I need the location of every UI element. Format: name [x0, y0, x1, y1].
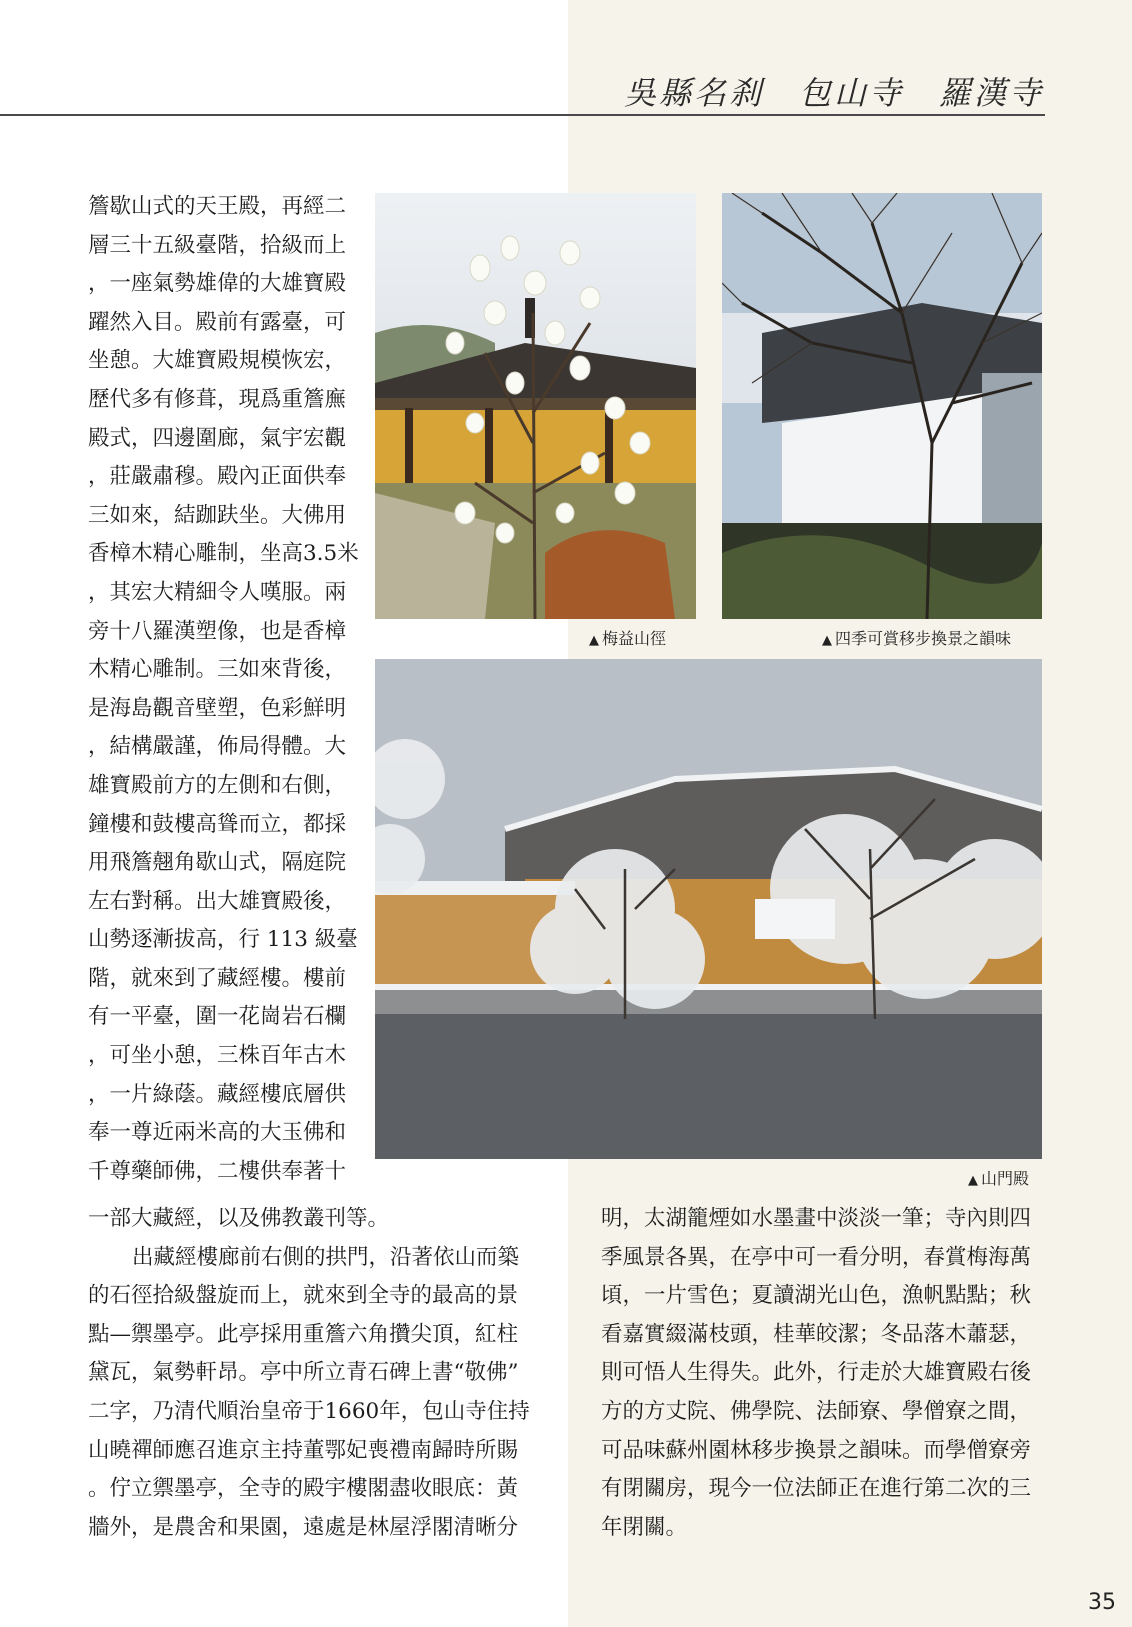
- text-line: 階，就來到了藏經樓。樓前: [88, 965, 347, 991]
- text-line: 二字，乃清代順治皇帝于1660年，包山寺住持: [88, 1398, 530, 1424]
- page-number: 35: [1088, 1590, 1116, 1615]
- text-line: 看嘉實綴滿枝頭，桂華皎潔；冬品落木蕭瑟，: [601, 1321, 1032, 1347]
- text-line: 木精心雕制。三如來背後，: [88, 657, 347, 683]
- photo-trees: [722, 193, 1042, 619]
- text-line: 用飛簷翹角歇山式，隔庭院: [88, 850, 347, 876]
- text-line: 千尊藥師佛，二樓供奉著十: [88, 1158, 347, 1184]
- text-line: 則可悟人生得失。此外，行走於大雄寶殿右後: [601, 1360, 1032, 1386]
- caption-magnolia: ▲ 梅益山徑: [589, 629, 667, 648]
- text-line: 山勢逐漸拔高，行 113 級臺: [88, 927, 358, 953]
- text-line: 出藏經樓廊前右側的拱門，沿著依山而築: [132, 1244, 520, 1270]
- wide-text-block: [88, 1200, 530, 1547]
- text-line: 旁十八羅漢塑像，也是香樟: [88, 618, 347, 644]
- text-line: 左右對稱。出大雄寶殿後，: [88, 888, 347, 914]
- photo-snow-hall: [375, 659, 1042, 1159]
- running-header: 吳縣名刹 包山寺 羅漢寺: [623, 74, 1044, 112]
- text-line: 一部大藏經，以及佛教叢刊等。: [88, 1206, 390, 1231]
- text-line: 三如來，結跏趺坐。大佛用: [88, 502, 347, 528]
- text-line: 方的方丈院、佛學院、法師寮、學僧寮之間，: [601, 1398, 1032, 1424]
- caption-snow-hall: ▲ 山門殿: [968, 1169, 1030, 1188]
- text-line: 年閉關。: [601, 1514, 688, 1540]
- text-line: 的石徑拾級盤旋而上，就來到全寺的最高的景: [88, 1283, 519, 1309]
- text-line: 躍然入目。殿前有露臺，可: [88, 309, 347, 335]
- text-line: 是海島觀音壁塑，色彩鮮明: [88, 695, 347, 721]
- text-line: ，莊嚴肅穆。殿內正面供奉: [88, 464, 347, 490]
- triangle-marker: ▲: [968, 1173, 978, 1188]
- text-line: 層三十五級臺階，拾級而上: [88, 232, 347, 258]
- text-line: 鐘樓和鼓樓高聳而立，都採: [88, 811, 347, 837]
- text-line: 可品味蘇州園林移步換景之韻味。而學僧寮旁: [601, 1437, 1032, 1463]
- text-line: 有一平臺，圍一花崗岩石欄: [88, 1004, 347, 1030]
- text-line: ，其宏大精細令人嘆服。兩: [88, 579, 347, 605]
- text-line: 簷歇山式的天王殿，再經二: [88, 194, 347, 219]
- narrow-text-column: [88, 188, 368, 1191]
- text-line: ，一座氣勢雄偉的大雄寶殿: [88, 271, 347, 297]
- text-line: 殿式，四邊圍廊，氣宇宏觀: [88, 425, 347, 451]
- text-line: 明，太湖籠煙如水墨畫中淡淡一筆；寺內則四: [601, 1206, 1032, 1231]
- triangle-marker: ▲: [589, 633, 599, 648]
- caption-trees: ▲ 四季可賞移步換景之韻味: [822, 629, 1012, 648]
- text-line: 頃，一片雪色；夏讀湖光山色，漁帆點點；秋: [601, 1283, 1032, 1309]
- text-line: 季風景各異，在亭中可一看分明，春賞梅海萬: [601, 1244, 1032, 1270]
- text-line: 雄寶殿前方的左側和右側，: [88, 772, 347, 798]
- text-line: 奉一尊近兩米高的大玉佛和: [88, 1120, 347, 1146]
- triangle-marker: ▲: [822, 633, 832, 648]
- text-line: 山曉禪師應召進京主持董鄂妃喪禮南歸時所賜: [88, 1437, 519, 1463]
- text-line: ，可坐小憩，三株百年古木: [88, 1043, 347, 1069]
- text-line: 牆外，是農舍和果園，遠處是林屋浮閣清晰分: [88, 1514, 519, 1540]
- text-line: 坐憩。大雄寶殿規模恢宏，: [88, 348, 347, 374]
- header-rule: [0, 114, 1045, 116]
- text-line: 點—禦墨亭。此亭採用重簷六角攢尖頂，紅柱: [88, 1321, 519, 1347]
- right-text-block: [601, 1200, 1031, 1547]
- text-line: 。佇立禦墨亭，全寺的殿宇樓閣盡收眼底：黃: [88, 1476, 519, 1502]
- text-line: ，一片綠蔭。藏經樓底層供: [88, 1081, 347, 1107]
- photo-magnolia: [375, 193, 696, 619]
- text-line: 歷代多有修葺，現爲重簷廡: [88, 386, 347, 412]
- text-line: 黛瓦，氣勢軒昂。亭中所立青石碑上書“敬佛”: [88, 1360, 519, 1386]
- text-line: 有閉關房，現今一位法師正在進行第二次的三: [601, 1476, 1032, 1502]
- text-line: 香樟木精心雕制，坐高3.5米: [88, 541, 359, 567]
- text-line: ，結構嚴謹，佈局得體。大: [88, 734, 347, 760]
